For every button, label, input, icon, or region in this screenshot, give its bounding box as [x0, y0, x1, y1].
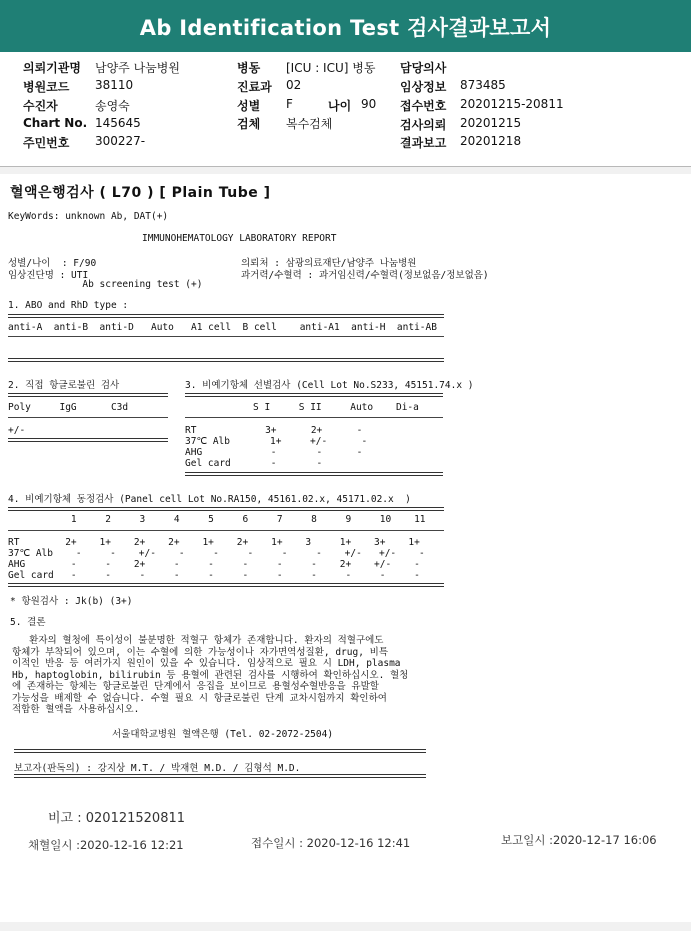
dept-value: 02 — [286, 78, 302, 92]
panel-section-title: 4. 비예기항체 동정검사 (Panel cell Lot No.RA150, 45161.02.x, 45171.02.x ) — [8, 494, 411, 505]
report-label: 결과보고 — [400, 136, 447, 150]
lab-hospital-line: 서울대학교병원 혈액은행 (Tel. 02-2072-2504) — [112, 729, 334, 740]
doctor-label: 담당의사 — [400, 61, 447, 75]
screening-row: Gel card - - — [185, 458, 323, 469]
hospital-value: 남양주 나눔병원 — [95, 61, 180, 75]
report-document — [0, 174, 691, 922]
screening-row: RT 3+ 2+ - — [185, 425, 363, 436]
conclusion-line: 이적인 반응 등 여러가지 원인이 있을 수 있습니다. 임상적으로 필요 시 LDH, plasma — [12, 658, 401, 669]
abo-section-title: 1. ABO and RhD type : — [8, 300, 129, 311]
divider — [8, 417, 168, 418]
specimen-label: 검체 — [237, 117, 261, 131]
screening-row: 37℃ Alb 1+ +/- - — [185, 436, 368, 447]
reporter-line: 보고자(판독의) : 강지상 M.T. / 박재현 M.D. / 김형석 M.D. — [14, 763, 301, 774]
history: 과거력/수혈력 : 과거임신력/수혈력(정보없음/정보없음) — [241, 270, 489, 281]
report-date: 보고일시 :2020-12-17 16:06 — [501, 833, 657, 847]
conclusion-line: 항체가 부착되어 있으며, 이는 수혈에 의한 가능성이나 자가면역성질환, drug, 비특 — [12, 646, 388, 658]
divider — [8, 583, 444, 587]
dat-value: +/- — [8, 425, 26, 436]
divider — [8, 314, 444, 318]
lab-report-title: IMMUNOHEMATOLOGY LABORATORY REPORT — [142, 233, 337, 244]
code-label: 병원코드 — [23, 80, 70, 94]
dat-header: Poly IgG C3d — [8, 402, 129, 413]
antigen-note: * 항원검사 : Jk(b) (3+) — [10, 596, 133, 607]
diagnosis: 임상진단명 : UTI — [8, 270, 89, 281]
screening-row: AHG - - - — [185, 447, 363, 458]
abo-header: anti-A anti-B anti-D Auto A1 cell B cell anti-A1 anti-H anti-AB — [8, 322, 437, 333]
patient-value: 송영숙 — [95, 99, 130, 113]
report-title: Ab Identification Test 검사결과보고서 — [139, 16, 552, 40]
request-value: 20201215 — [460, 116, 522, 130]
divider — [185, 417, 443, 418]
divider — [8, 393, 168, 397]
panel-header: 1 2 3 4 5 6 7 8 9 10 11 — [8, 514, 426, 525]
divider — [8, 507, 444, 511]
request-label: 검사의뢰 — [400, 118, 447, 132]
requester: 의뢰처 : 삼광의료재단/남양주 나눔병원 — [241, 258, 417, 269]
screening-section-title: 3. 비예기항체 선별검사 (Cell Lot No.S233, 45151.74.x ) — [185, 380, 474, 391]
conclusion-line: Hb, haptoglobin, bilirubin 등 용혈에 관련된 검사를 시행하여 확인하십시오. 혈청 — [12, 669, 409, 681]
receipt-value: 20201215-20811 — [460, 97, 564, 111]
doc-title: 혈액은행검사 ( L70 ) [ Plain Tube ] — [10, 185, 271, 201]
divider — [185, 393, 443, 397]
id-label: 주민번호 — [23, 136, 70, 150]
panel-row: AHG - - 2+ - - - - - 2+ +/- - — [8, 559, 420, 570]
panel-row: Gel card - - - - - - - - - - - — [8, 570, 420, 581]
chart-label: Chart No. — [23, 116, 88, 130]
conclusion-title: 5. 결론 — [10, 617, 46, 628]
divider — [14, 774, 426, 778]
clinical-value: 873485 — [460, 78, 506, 92]
age-value: 90 — [361, 97, 377, 111]
panel-row: RT 2+ 1+ 2+ 2+ 1+ 2+ 1+ 3 1+ 3+ 1+ — [8, 537, 420, 548]
divider — [14, 749, 426, 753]
age-label: 나이 — [328, 99, 352, 113]
patient-info-header — [0, 52, 691, 167]
collect-date: 채혈일시 :2020-12-16 12:21 — [28, 838, 184, 852]
report-value: 20201218 — [460, 134, 522, 148]
divider — [8, 438, 168, 442]
chart-value: 145645 — [95, 116, 141, 130]
patient-label: 수진자 — [23, 99, 58, 113]
divider — [185, 472, 443, 476]
sex-label: 성별 — [237, 99, 261, 113]
sex-age: 성별/나이 : F/90 — [8, 258, 97, 269]
conclusion-line: 적합한 혈액을 사용하십시오. — [12, 704, 140, 715]
conclusion-line: 환자의 혈청에 특이성이 불분명한 적혈구 항체가 존재합니다. 환자의 적혈구에도 — [12, 635, 384, 646]
code-value: 38110 — [95, 78, 134, 92]
report-title-bar — [0, 0, 691, 52]
conclusion-line: 에 존재하는 항체는 항글로불린 단계에서 응집을 보이므로 용혈성수혈반응을 유발할 — [12, 681, 379, 692]
panel-row: 37℃ Alb - - +/- - - - - - +/- +/- - — [8, 548, 425, 559]
ward-label: 병동 — [237, 61, 261, 75]
dept-label: 진료과 — [237, 80, 272, 94]
receipt-date: 접수일시 : 2020-12-16 12:41 — [251, 836, 411, 850]
clinical-label: 임상정보 — [400, 80, 447, 94]
note-field: 비고 : 020121520811 — [48, 811, 186, 826]
conclusion-line: 가능성을 배제할 수 없습니다. 수혈 필요 시 항글로불린 단계 교차시험까지 확인하여 — [12, 692, 387, 704]
divider — [8, 530, 444, 531]
diagnosis-2: Ab screening test (+) — [8, 279, 203, 290]
specimen-value: 복수검체 — [286, 117, 333, 131]
id-value: 300227- — [95, 134, 146, 148]
divider — [8, 358, 444, 362]
sex-value: F — [286, 97, 293, 111]
hospital-label: 의뢰기관명 — [23, 61, 81, 75]
keywords: KeyWords: unknown Ab, DAT(+) — [8, 211, 169, 222]
receipt-label: 접수번호 — [400, 99, 447, 113]
ward-value: [ICU : ICU] 병동 — [286, 61, 376, 75]
divider — [8, 336, 444, 337]
screening-header: S I S II Auto Di-a — [253, 402, 419, 413]
dat-section-title: 2. 직접 항글로불린 검사 — [8, 380, 120, 391]
